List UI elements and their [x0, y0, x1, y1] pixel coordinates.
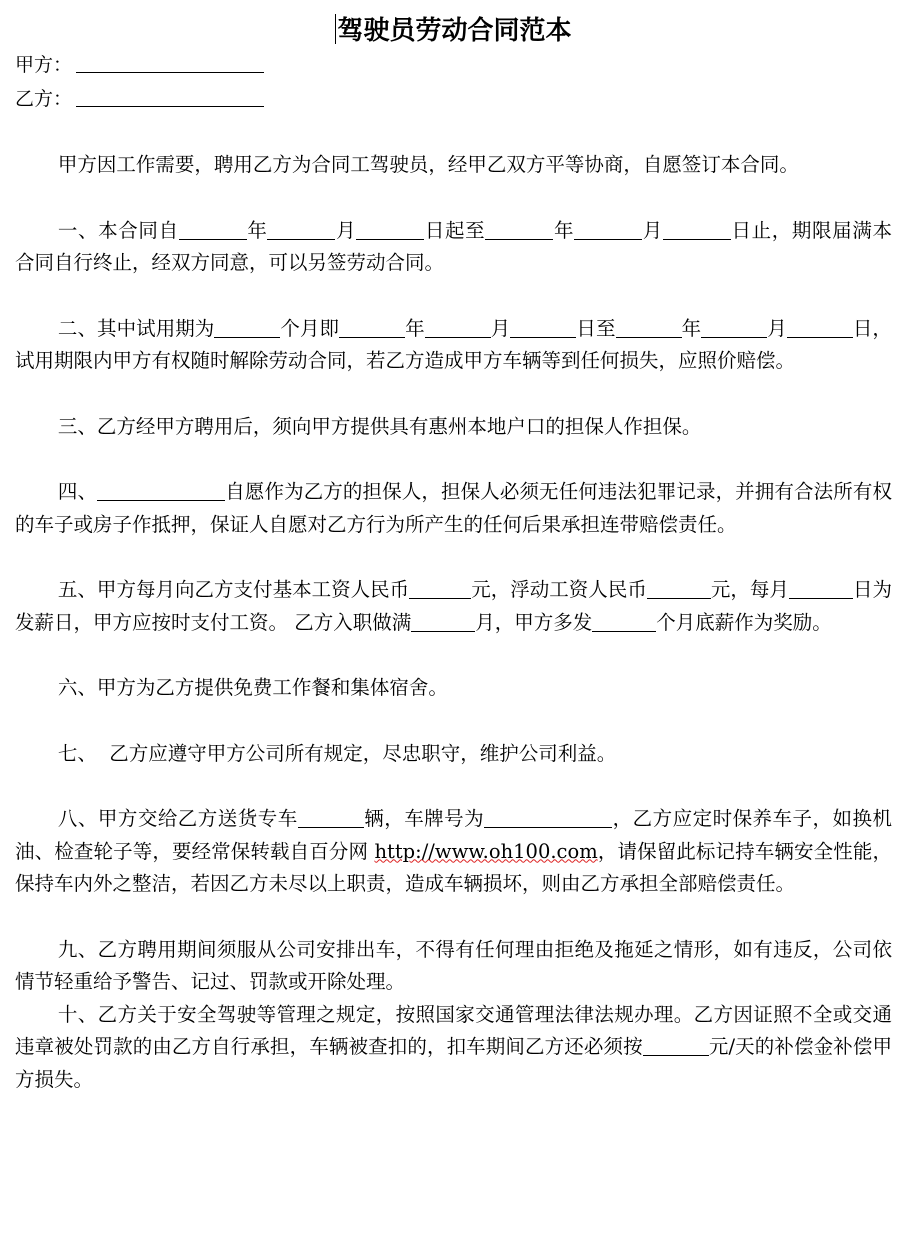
- intro-paragraph: [15, 149, 892, 182]
- clause-2-text: 日，试用期限内甲方有权随时解除劳动合同，若乙方造成甲方车辆等到任何损失，应照价赔偿。: [15, 316, 892, 372]
- clause-2-text: 日至: [576, 316, 616, 340]
- clause-2-text: 年: [405, 316, 425, 340]
- clause-10-text: 十、乙方关于安全驾驶等管理之规定，按照国家交通管理法律法规办理。乙方因证照不全或交通违章被处罚款的由乙方自行承担，车辆被查扣的，扣车期间乙方还必须按: [15, 1002, 892, 1058]
- blank[interactable]: [411, 611, 475, 632]
- clause-8-text: 八、甲方交给乙方送货专车: [57, 807, 298, 830]
- party-b-label: 乙方：: [15, 88, 73, 110]
- plate-number-blank[interactable]: [484, 807, 612, 828]
- blank[interactable]: [701, 317, 767, 338]
- party-a-line: [15, 48, 892, 82]
- clause-8: [15, 803, 892, 901]
- clause-6-text: 六、甲方为乙方提供免费工作餐和集体宿舍。: [57, 676, 448, 699]
- clause-1-text: 月: [335, 218, 357, 242]
- title-text: 驾驶员劳动合同范本: [337, 16, 572, 46]
- blank[interactable]: [616, 317, 682, 338]
- clause-6: [15, 672, 892, 705]
- clause-3-text: 三、乙方经甲方聘用后，须向甲方提供具有惠州本地户口的担保人作担保。: [57, 414, 702, 438]
- clause-7: [15, 738, 892, 771]
- blank[interactable]: [356, 219, 424, 240]
- clause-10-text: 元/天的补偿金补偿甲方损失。: [15, 1035, 892, 1091]
- clause-3: [15, 411, 892, 444]
- blank[interactable]: [409, 578, 471, 599]
- clause-4-text: 自愿作为乙方的担保人，担保人必须无任何违法犯罪记录，并拥有合法所有权的车子或房子作抵押，保证人自愿对乙方行为所产生的任何后果承担连带赔偿责任。: [15, 480, 892, 536]
- clause-5-text: 个月底薪作为奖励。: [656, 610, 832, 634]
- blank[interactable]: [592, 611, 656, 632]
- clause-1-text: 月: [642, 218, 663, 242]
- blank[interactable]: [647, 578, 711, 599]
- clause-8-text: ，乙方应定时保养车子，如换机油、检查轮子等，要经常保转载自百分网: [15, 807, 892, 863]
- clause-1-text: 日止，期限届满本合同自行终止，经双方同意，可以另签劳动合同。: [15, 218, 892, 274]
- clause-8-text: ，请保留此标记持车辆安全性能，保持车内外之整洁，若因乙方未尽以上职责，造成车辆损坏，则由乙方承担全部赔偿责任。: [15, 839, 892, 895]
- blank[interactable]: [485, 219, 553, 240]
- clause-9: [15, 934, 892, 999]
- clause-8-text: 辆，车牌号为: [363, 807, 485, 830]
- clause-5-text: 元，浮动工资人民币: [471, 578, 647, 601]
- blank[interactable]: [510, 317, 576, 338]
- clause-7-text: 七、 乙方应遵守甲方公司所有规定，尽忠职守，维护公司利益。: [57, 741, 617, 765]
- clause-4-text: 四、: [57, 480, 98, 503]
- party-b-blank[interactable]: [76, 84, 264, 107]
- blank[interactable]: [574, 219, 642, 240]
- clause-2-text: 月: [490, 316, 511, 340]
- clause-5: [15, 574, 892, 639]
- clause-5-text: 元，每月: [710, 578, 789, 601]
- blank[interactable]: [789, 578, 853, 599]
- clause-2-text: 个月即: [280, 316, 340, 340]
- clause-5-text: 五、甲方每月向乙方支付基本工资人民币: [57, 578, 410, 601]
- website-link[interactable]: http://www.oh100.com: [374, 839, 598, 863]
- intro-text: 甲方因工作需要，聘用乙方为合同工驾驶员，经甲乙双方平等协商，自愿签订本合同。: [57, 153, 799, 176]
- blank[interactable]: [643, 1035, 709, 1056]
- blank[interactable]: [214, 317, 280, 338]
- blank[interactable]: [663, 219, 731, 240]
- blank[interactable]: [787, 317, 853, 338]
- party-a-label: 甲方：: [15, 54, 73, 76]
- blank[interactable]: [339, 317, 405, 338]
- clause-9-text: 九、乙方聘用期间须服从公司安排出车，不得有任何理由拒绝及拖延之情形，如有违反，公司依情节轻重给予警告、记过、罚款或开除处理。: [15, 937, 892, 993]
- blank[interactable]: [298, 807, 364, 828]
- blank[interactable]: [179, 219, 247, 240]
- clause-1-text: 年: [246, 218, 268, 242]
- clause-2-text: 二、其中试用期为: [57, 316, 215, 340]
- guarantor-blank[interactable]: [97, 480, 225, 501]
- blank[interactable]: [267, 219, 335, 240]
- clause-5-text: 日为发薪日，甲方应按时支付工资。 乙方入职做满: [15, 578, 892, 634]
- clause-2: [15, 313, 892, 378]
- clause-1-text: 一、本合同自: [57, 218, 179, 242]
- document-title: [15, 0, 892, 48]
- blank[interactable]: [425, 317, 491, 338]
- clause-1-text: 日起至: [424, 218, 486, 242]
- party-b-line: [15, 82, 892, 116]
- clause-10: [15, 999, 892, 1097]
- party-a-blank[interactable]: [76, 50, 264, 73]
- clause-2-text: 月: [767, 316, 787, 340]
- clause-5-text: 月，甲方多发: [475, 610, 593, 634]
- clause-1-text: 年: [553, 218, 575, 242]
- clause-1: [15, 215, 892, 280]
- clause-2-text: 年: [681, 316, 702, 340]
- clause-4: [15, 476, 892, 541]
